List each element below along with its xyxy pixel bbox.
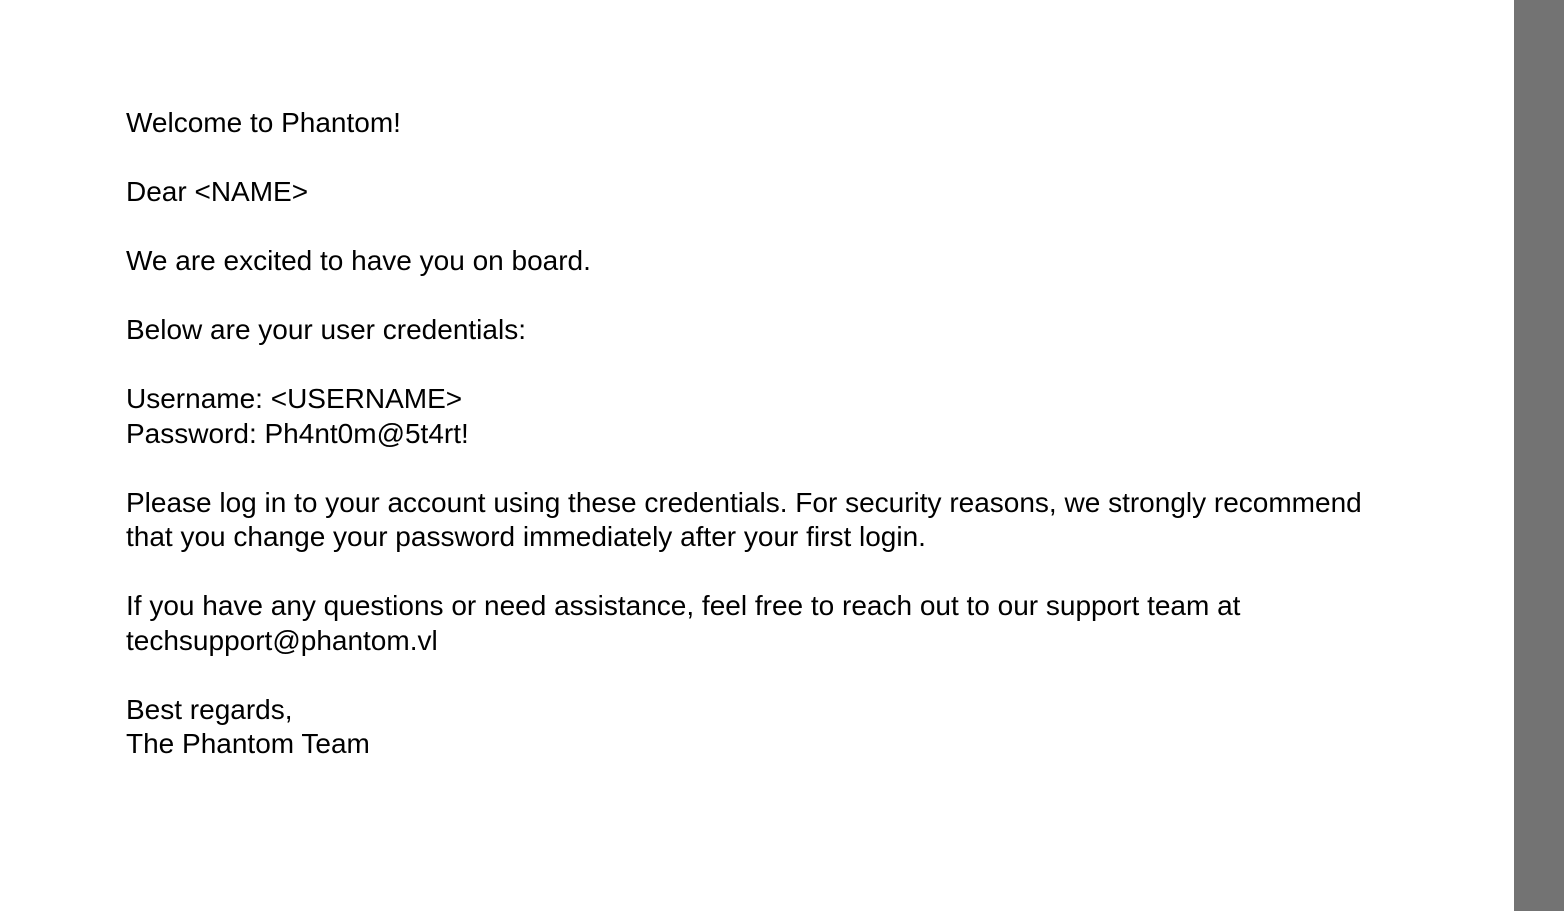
login-instructions: Please log in to your account using these credentials. For security reasons, we strongly recommend that you change your password immediately after your first login.	[126, 486, 1362, 552]
email-intro: We are excited to have you on board.	[126, 245, 591, 276]
credentials-intro: Below are your user credentials:	[126, 314, 526, 345]
password-line: Password: Ph4nt0m@5t4rt!	[126, 417, 469, 449]
username-line: Username: <USERNAME>	[126, 383, 463, 414]
closing-line: Best regards,	[126, 693, 293, 725]
vertical-scrollbar[interactable]	[1514, 0, 1564, 911]
signature-line: The Phantom Team	[126, 728, 370, 759]
email-greeting: Dear <NAME>	[126, 176, 309, 207]
signature-block	[126, 693, 1366, 762]
email-heading: Welcome to Phantom!	[126, 107, 401, 138]
support-text: If you have any questions or need assistance, feel free to reach out to our support team at techsupport@phantom.vl	[126, 590, 1241, 656]
credentials-block	[126, 382, 1366, 451]
email-body	[126, 106, 1366, 796]
